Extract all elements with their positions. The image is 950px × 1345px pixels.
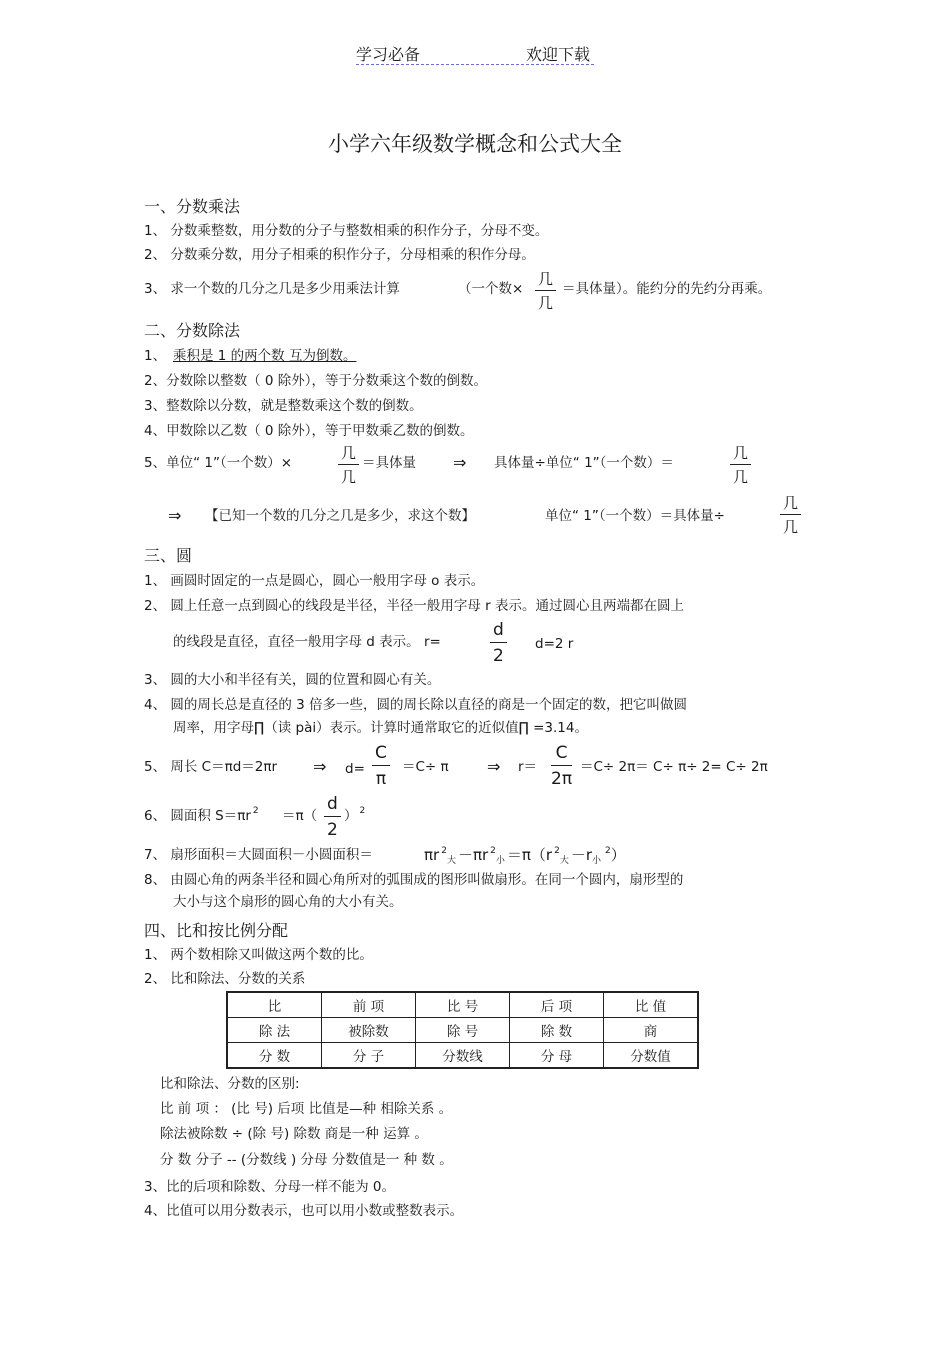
exponent: 2	[554, 846, 560, 856]
exponent: 2	[359, 806, 366, 816]
list-item: 5、单位“ 1”（一个数）×	[144, 455, 293, 471]
list-item: 1、 画圆时固定的一点是圆心，圆心一般用字母 o 表示。	[144, 573, 485, 589]
fraction-numerator: 几	[780, 494, 801, 515]
exponent: 2	[490, 846, 496, 856]
table-cell: 分 子	[322, 1043, 416, 1069]
page-title: 小学六年级数学概念和公式大全	[328, 132, 622, 156]
difference-row: 分 数 分子 -- (分数线 ) 分母 分数值是一 种 数 。	[160, 1152, 453, 1168]
fraction-denominator: 几	[538, 294, 554, 312]
header-left: 学习必备	[356, 45, 421, 64]
close-paren: ）	[344, 808, 358, 824]
table-cell: 分 数	[227, 1043, 322, 1069]
list-item-formula: d=	[345, 761, 365, 777]
fraction-denominator: 几	[733, 468, 749, 486]
page-header	[356, 42, 594, 65]
formula-part: ＝π（r	[506, 846, 553, 864]
exponent: 2	[252, 806, 259, 816]
list-item: 1、 两个数相除又叫做这两个数的比。	[144, 947, 373, 963]
fraction-numerator: d	[490, 620, 507, 643]
formula-part: ）	[610, 846, 626, 864]
fraction-ji-over-ji	[535, 270, 556, 312]
list-item-formula: ＝C÷ π	[402, 759, 449, 775]
table-cell: 比	[227, 992, 322, 1018]
implies-arrow-icon: ⇒	[453, 453, 467, 472]
list-item-number: 1、	[144, 348, 167, 364]
list-item-formula: ＝具体量）。能约分的先约分再乘。	[562, 281, 772, 297]
area-formula-text: 6、 圆面积 S＝πr	[144, 808, 251, 824]
list-item: 2、 圆上任意一点到圆心的线段是半径，半径一般用字母 r 表示。通过圆心且两端都在圆上	[144, 598, 685, 614]
section-heading-fraction-multiplication: 一、分数乘法	[144, 197, 241, 216]
difference-row: 比 前 项 ： (比 号) 后项 比值是—种 相除关系 。	[160, 1101, 453, 1117]
fraction-d-over-2	[490, 620, 507, 666]
table-cell: 前 项	[322, 992, 416, 1018]
difference-title: 比和除法、分数的区别:	[160, 1076, 300, 1092]
fraction-d-over-2	[324, 794, 341, 840]
section-heading-ratio: 四、比和按比例分配	[144, 921, 289, 940]
subscript: 大	[446, 856, 456, 866]
list-item: 周率，用字母∏（读 pài）表示。计算时通常取它的近似值∏ =3.14。	[173, 720, 588, 736]
list-item-formula: 具体量÷单位“ 1”（一个数）＝	[494, 455, 674, 471]
list-item-formula: r＝	[518, 759, 538, 775]
fraction-denominator: 2	[326, 820, 338, 840]
table-cell: 分数线	[416, 1043, 510, 1069]
list-item: 2、 比和除法、分数的关系	[144, 971, 306, 987]
list-item	[144, 807, 259, 827]
fraction-denominator: π	[375, 769, 387, 789]
table-cell: 分数值	[604, 1043, 699, 1069]
header-right: 欢迎下载	[525, 45, 590, 64]
list-item: 的线段是直径，直径一般用字母 d 表示。 r=	[173, 634, 441, 650]
table-cell: 后 项	[510, 992, 604, 1018]
exponent: 2	[441, 846, 447, 856]
list-item-formula: d=2 r	[535, 636, 574, 652]
fraction-c-over-pi	[372, 743, 390, 789]
fraction-denominator: 2	[492, 646, 504, 666]
list-item: 2、分数除以整数（ 0 除外），等于分数乘这个数的倒数。	[144, 373, 488, 389]
list-item: 4、甲数除以乙数（ 0 除外），等于甲数乘乙数的倒数。	[144, 423, 474, 439]
list-item-formula: ＝C÷ 2π＝ C÷ π÷ 2= C÷ 2π	[580, 759, 768, 775]
exponent: 2	[605, 846, 611, 856]
table-cell: 商	[604, 1018, 699, 1043]
formula-part: －r	[570, 846, 593, 864]
list-item-formula: （一个数×	[458, 281, 524, 297]
table-cell: 被除数	[322, 1018, 416, 1043]
fraction-numerator: 几	[338, 444, 359, 465]
formula-part: －πr	[457, 846, 489, 864]
list-item: 大小与这个扇形的圆心角的大小有关。	[173, 894, 403, 910]
fraction-c-over-2pi	[551, 743, 572, 789]
list-item-formula	[344, 807, 365, 827]
list-item: 【已知一个数的几分之几是多少，求这个数】	[205, 508, 475, 524]
table-cell: 比 号	[416, 992, 510, 1018]
fraction-numerator: C	[551, 743, 572, 766]
list-item-formula: ＝具体量	[362, 455, 416, 471]
fraction-denominator: 几	[783, 518, 799, 536]
list-item: 7、 扇形面积＝大圆面积－小圆面积＝	[144, 847, 373, 863]
implies-arrow-icon: ⇒	[313, 757, 327, 776]
list-item: 2、 分数乘分数，用分子相乘的积作分子，分母相乘的积作分母。	[144, 247, 535, 263]
subscript: 小	[592, 856, 602, 866]
list-item-formula: 单位“ 1”（一个数）＝具体量÷	[545, 508, 725, 524]
implies-arrow-icon: ⇒	[487, 757, 501, 776]
implies-arrow-icon: ⇒	[168, 506, 182, 525]
table-row	[227, 992, 698, 1018]
table-cell: 比 值	[604, 992, 699, 1018]
ratio-relation-table	[226, 991, 699, 1069]
list-item: 4、 圆的周长总是直径的 3 倍多一些，圆的周长除以直径的商是一个固定的数，把它叫做圆	[144, 697, 688, 713]
subscript: 大	[559, 856, 569, 866]
fraction-numerator: C	[372, 743, 390, 766]
list-item-underlined: 乘积是 1 的两个数 互为倒数。	[173, 348, 357, 364]
list-item: 4、比值可以用分数表示，也可以用小数或整数表示。	[144, 1203, 464, 1219]
list-item: 3、比的后项和除数、分母一样不能为 0。	[144, 1179, 395, 1195]
formula-part: πr	[424, 846, 440, 864]
table-row	[227, 1018, 698, 1043]
fraction-numerator: 几	[535, 270, 556, 291]
fraction-ji-over-ji	[730, 444, 751, 486]
list-item: 5、 周长 C＝πd＝2πr	[144, 759, 278, 775]
list-item-formula: ＝π（	[282, 808, 318, 824]
fraction-denominator: 2π	[551, 769, 573, 789]
list-item: 8、 由圆心角的两条半径和圆心角所对的弧围成的图形叫做扇形。在同一个圆内，扇形型的	[144, 872, 684, 888]
section-heading-fraction-division: 二、分数除法	[144, 321, 241, 340]
table-cell: 分 母	[510, 1043, 604, 1069]
list-item: 3、 圆的大小和半径有关，圆的位置和圆心有关。	[144, 672, 441, 688]
table-cell: 除 数	[510, 1018, 604, 1043]
list-item: 1、 分数乘整数，用分数的分子与整数相乘的积作分子，分母不变。	[144, 223, 549, 239]
fraction-denominator: 几	[341, 468, 357, 486]
fraction-numerator: 几	[730, 444, 751, 465]
subscript: 小	[495, 856, 505, 866]
list-item: 3、整数除以分数，就是整数乘这个数的倒数。	[144, 398, 423, 414]
table-row	[227, 1043, 698, 1069]
sector-area-formula	[424, 846, 626, 867]
table-cell: 除 法	[227, 1018, 322, 1043]
section-heading-circle: 三、圆	[144, 546, 193, 565]
difference-row: 除法被除数 ÷ (除 号) 除数 商是一种 运算 。	[160, 1126, 428, 1142]
fraction-ji-over-ji	[338, 444, 359, 486]
list-item: 3、 求一个数的几分之几是多少用乘法计算	[144, 281, 400, 297]
fraction-numerator: d	[324, 794, 341, 817]
fraction-ji-over-ji	[780, 494, 801, 536]
table-cell: 除 号	[416, 1018, 510, 1043]
